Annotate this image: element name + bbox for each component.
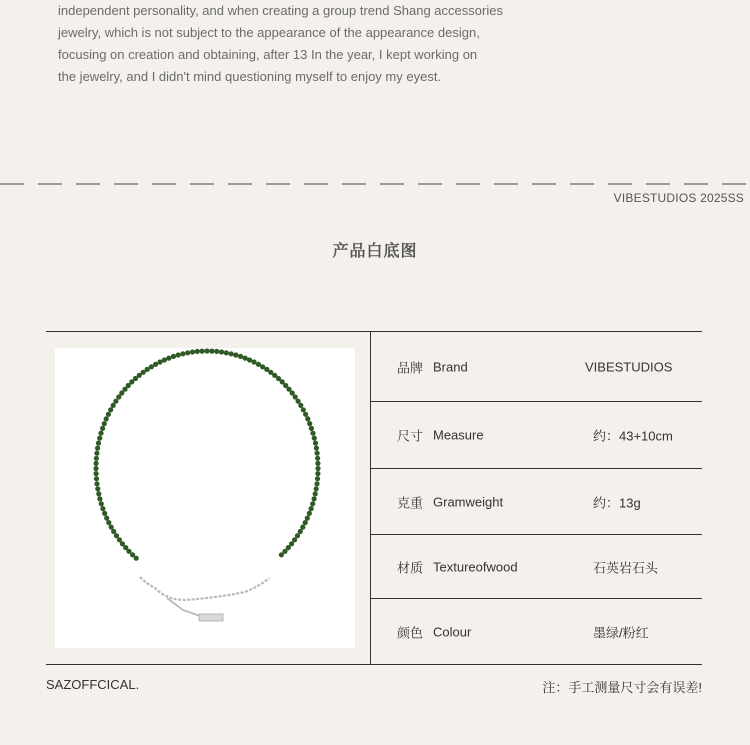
- spec-label-en: Brand: [433, 359, 468, 374]
- spec-value: 约：43+10cm: [593, 428, 673, 444]
- brand-tag: VIBESTUDIOS 2025SS: [613, 191, 744, 205]
- spec-value: 墨绿/粉红: [593, 625, 649, 640]
- intro-line: independent personality, and when creating a group trend Shang accessories: [58, 3, 503, 18]
- spec-label-en: Colour: [433, 624, 472, 639]
- dashed-divider: [0, 183, 750, 185]
- spec-row-brand: [371, 332, 702, 402]
- spec-label-en: Measure: [433, 427, 484, 443]
- spec-row-texture: [371, 535, 702, 599]
- spec-label-cn: 材质: [397, 560, 424, 575]
- spec-value: VIBESTUDIOS: [585, 359, 673, 374]
- intro-line: jewelry, which is not subject to the appearance of the appearance design,: [58, 25, 480, 40]
- intro-line: the jewelry, and I didn't mind questioning myself to enjoy my eyest.: [58, 69, 442, 84]
- spec-value: 石英岩石头: [593, 560, 659, 575]
- spec-row-colour: [371, 599, 702, 664]
- product-spec-block: [46, 331, 702, 665]
- product-image: [55, 348, 355, 648]
- spec-table: [371, 332, 702, 664]
- footer-brand: SAZOFFCICAL.: [46, 677, 140, 692]
- spec-label-cn: 品牌: [397, 360, 424, 375]
- spec-label-cn: 克重: [397, 495, 424, 510]
- spec-label-en: Textureofwood: [433, 559, 518, 574]
- necklace-icon: [55, 348, 355, 648]
- intro-text: [58, 0, 538, 88]
- spec-row-measure: [371, 402, 702, 469]
- spec-row-gramweight: [371, 469, 702, 535]
- spec-label-en: Gramweight: [433, 494, 504, 509]
- spec-label-cn: 颜色: [397, 625, 424, 640]
- section-title: 产品白底图: [332, 243, 418, 260]
- footer-note: 注：手工测量尺寸会有误差!: [542, 680, 702, 695]
- intro-line: focusing on creation and obtaining, after 13 In the year, I kept working on: [58, 47, 478, 62]
- spec-value: 约：13g: [593, 495, 641, 510]
- spec-label-cn: 尺寸: [397, 428, 424, 444]
